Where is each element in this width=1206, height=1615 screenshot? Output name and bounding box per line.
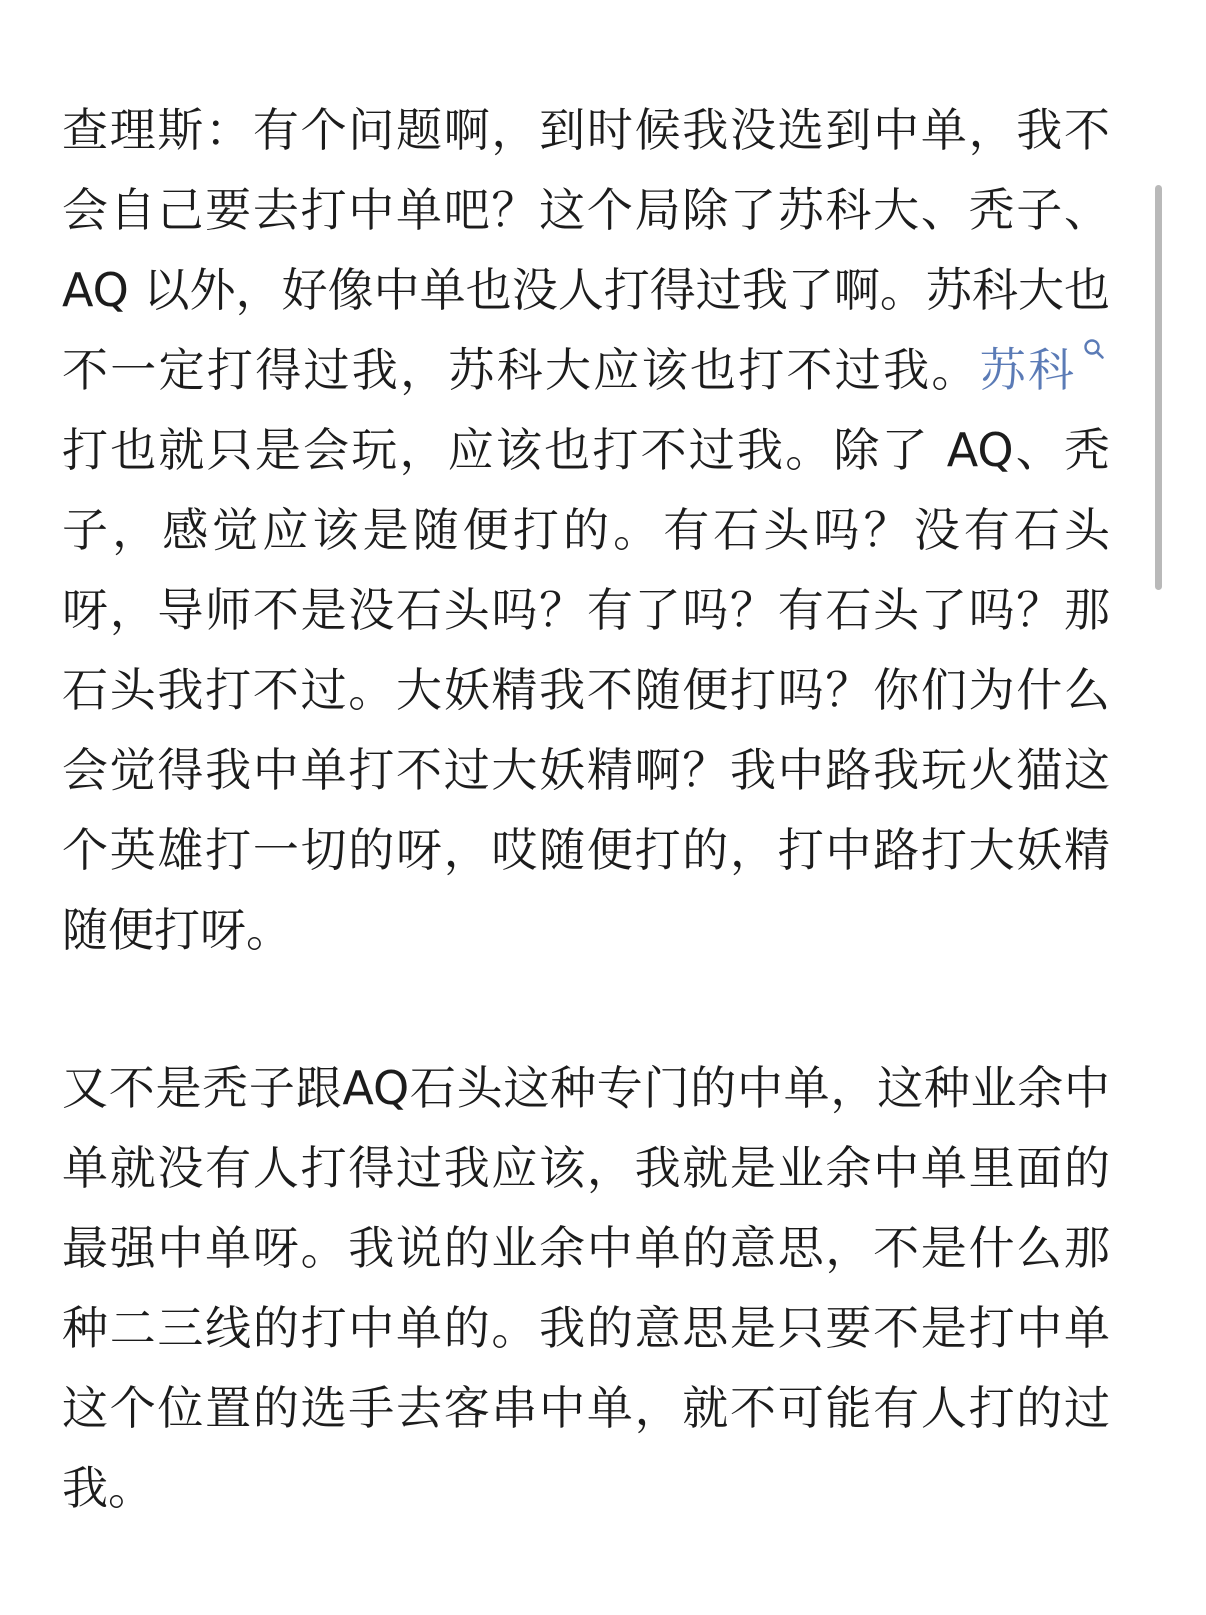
- text-line-with-link: [62, 330, 1110, 410]
- article-body: [62, 90, 1110, 1528]
- text-line: 个英雄打一切的呀，哎随便打的，打中路打大妖精: [62, 823, 1110, 877]
- vertical-scrollbar[interactable]: [1155, 185, 1162, 590]
- paragraph-2: [62, 1048, 1110, 1528]
- text-line: 石头我打不过。大妖精我不随便打吗？你们为什么: [62, 663, 1110, 717]
- paragraph-1: [62, 90, 1110, 970]
- text-line: 查理斯：有个问题啊，到时候我没选到中单，我不: [62, 103, 1110, 157]
- text-line: 这个位置的选手去客串中单，就不可能有人打的过: [62, 1381, 1110, 1435]
- text-line: 随便打呀。: [62, 903, 292, 957]
- text-line: 打也就只是会玩，应该也打不过我。除了 AQ、秃: [62, 423, 1110, 477]
- text-line: 又不是秃子跟AQ石头这种专门的中单，这种业余中: [62, 1061, 1110, 1115]
- text-line: 呀，导师不是没石头吗？有了吗？有石头了吗？那: [62, 583, 1110, 637]
- text-line: 最强中单呀。我说的业余中单的意思，不是什么那: [62, 1221, 1110, 1275]
- keyword-link-label[interactable]: 苏科: [979, 343, 1075, 397]
- text-line: 子，感觉应该是随便打的。有石头吗？没有石头: [62, 503, 1110, 557]
- text-line: 种二三线的打中单的。我的意思是只要不是打中单: [62, 1301, 1110, 1355]
- text-line: 我。: [62, 1461, 154, 1515]
- text-segment: 不一定打得过我，苏科大应该也打不过我。: [62, 343, 980, 397]
- text-line: 会觉得我中单打不过大妖精啊？我中路我玩火猫这: [62, 743, 1110, 797]
- text-line: AQ 以外，好像中单也没人打得过我了啊。苏科大也: [62, 263, 1110, 317]
- text-line: 单就没有人打得过我应该，我就是业余中单里面的: [62, 1141, 1110, 1195]
- search-icon[interactable]: [1082, 337, 1106, 361]
- text-line: 会自己要去打中单吧？这个局除了苏科大、秃子、: [62, 183, 1110, 237]
- keyword-search-link[interactable]: [980, 343, 1110, 397]
